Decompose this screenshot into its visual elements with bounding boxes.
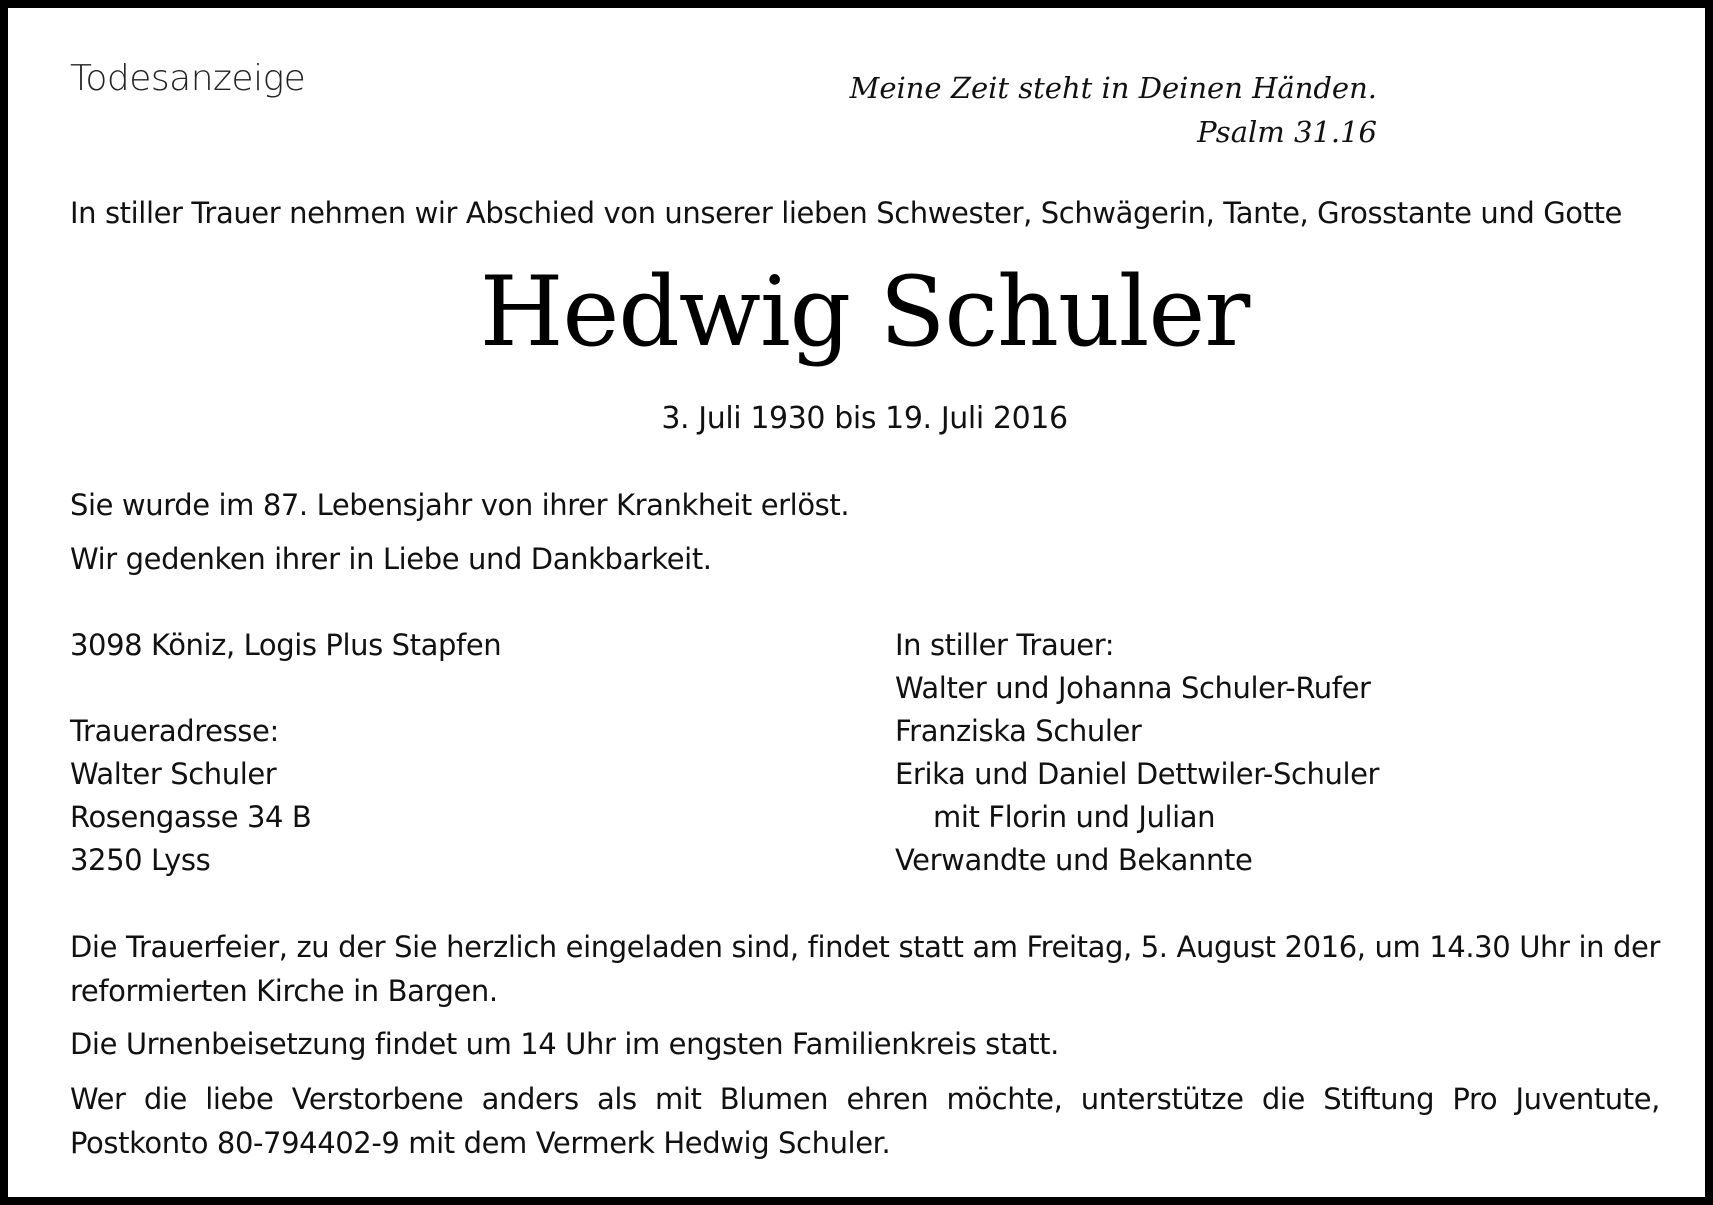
- quote-reference: Psalm 31.16: [1197, 115, 1377, 149]
- intro-text: In stiller Trauer nehmen wir Abschied von unserer lieben Schwester, Schwägerin, Tante, Grosstante und Gotte: [70, 196, 1623, 230]
- remembrance-line: Wir gedenken ihrer in Liebe und Dankbarkeit.: [70, 542, 712, 576]
- address-street: Rosengasse 34 B: [70, 800, 312, 834]
- psalm-quote: [850, 66, 1377, 154]
- mourners-heading: In stiller Trauer:: [895, 628, 1115, 662]
- residence-text: 3098 Köniz, Logis Plus Stapfen: [70, 628, 502, 662]
- remembrance-text: [70, 478, 849, 586]
- address-city: 3250 Lyss: [70, 843, 211, 877]
- address-column: [70, 624, 501, 882]
- notice-label: Todesanzeige: [70, 58, 306, 99]
- mourner-name: Erika und Daniel Dettwiler-Schuler: [895, 757, 1380, 791]
- mourner-name: mit Florin und Julian: [933, 800, 1216, 834]
- spacer: [70, 667, 501, 710]
- mourners-column: [895, 624, 1379, 882]
- burial-text: Die Urnenbeisetzung findet um 14 Uhr im engsten Familienkreis statt.: [70, 1027, 1059, 1061]
- life-dates: 3. Juli 1930 bis 19. Juli 2016: [661, 401, 1068, 436]
- mourner-name: Walter und Johanna Schuler-Rufer: [895, 671, 1371, 705]
- address-name: Walter Schuler: [70, 757, 277, 791]
- address-label: Traueradresse:: [70, 714, 279, 748]
- mourner-name: Verwandte und Bekannte: [895, 843, 1253, 877]
- remembrance-line: Sie wurde im 87. Lebensjahr von ihrer Krankheit erlöst.: [70, 488, 850, 522]
- mourner-name: Franziska Schuler: [895, 714, 1142, 748]
- quote-text: Meine Zeit steht in Deinen Händen.: [849, 71, 1377, 105]
- deceased-name: Hedwig Schuler: [479, 256, 1250, 368]
- donation-text: Wer die liebe Verstorbene anders als mit Blumen ehren möchte, unterstütze die Stiftung Pro Juventute, Postkonto 80-794402-9 mit dem Vermerk Hedwig Schuler.: [70, 1082, 1660, 1160]
- service-text: Die Trauerfeier, zu der Sie herzlich eingeladen sind, findet statt am Freitag, 5. August 2016, um 14.30 Uhr in der reformierten Kirche in Bargen.: [70, 930, 1660, 1008]
